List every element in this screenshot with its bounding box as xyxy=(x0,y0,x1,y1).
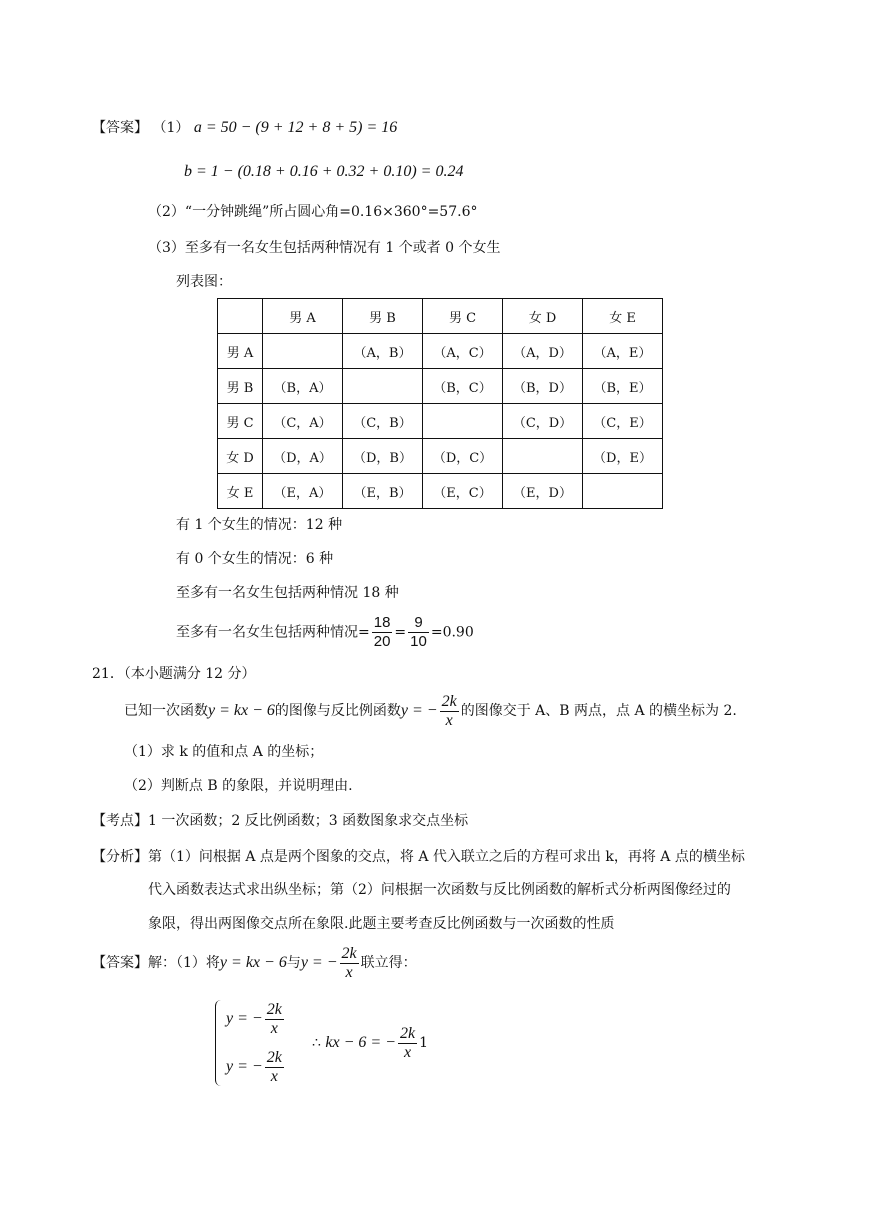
fraction-denominator: x xyxy=(270,1067,278,1085)
table-cell: （B，D） xyxy=(503,369,583,404)
table-cell: （A，E） xyxy=(583,334,663,369)
part-3-text: （3）至多有一名女生包括两种情况有 1 个或者 0 个女生 xyxy=(148,240,501,256)
stem-text: 的图像交于 A、B 两点，点 A 的横坐标为 2. xyxy=(460,703,737,719)
fraction-numerator: 2k xyxy=(266,1048,282,1066)
fraction-2k-x xyxy=(340,945,359,982)
part-2-text: （2）“一分钟跳绳”所占圆心角=0.16×360°=57.6° xyxy=(148,204,478,220)
stem-text: 已知一次函数 xyxy=(124,703,208,719)
table-cell: （A，B） xyxy=(343,334,423,369)
equation-number: 1 xyxy=(419,1035,428,1051)
kaodian-line xyxy=(92,811,468,831)
fraction-denominator: 20 xyxy=(373,633,391,650)
table-header-cell: 男 C xyxy=(423,299,503,334)
table-header-cell xyxy=(218,299,263,334)
answer-tag: 【答案】 xyxy=(92,955,148,971)
table-header-row xyxy=(218,299,663,334)
table-cell: （A，C） xyxy=(423,334,503,369)
table-cell: （D，E） xyxy=(583,439,663,474)
fraction-numerator: 2k xyxy=(266,1000,282,1018)
fraction-denominator: x xyxy=(403,1043,412,1061)
part-1-label: （1） xyxy=(152,120,190,136)
fraction-9-10 xyxy=(408,614,429,651)
table-cell: 女 D xyxy=(218,439,263,474)
fraction-2k-x xyxy=(440,693,459,730)
table-cell: （E，A） xyxy=(263,474,343,509)
fraction-2k-x xyxy=(265,1001,284,1038)
result-equation xyxy=(312,1024,428,1062)
table-cell: （B，A） xyxy=(263,369,343,404)
fraction-denominator: 10 xyxy=(410,633,427,650)
table-row xyxy=(218,474,663,509)
fraction-numerator: 2k xyxy=(341,944,357,962)
table-cell xyxy=(343,369,423,404)
table-cell: （C，A） xyxy=(263,404,343,439)
fraction-denominator: x xyxy=(445,711,453,729)
table-cell: （E，B） xyxy=(343,474,423,509)
fenxi-text: 第（1）问根据 A 点是两个图象的交点，将 A 代入联立之后的方程可求出 k，再将 A 点的横坐标 xyxy=(148,849,745,865)
answer-text: 解：（1）将 xyxy=(148,955,220,971)
answer-text: 联立得： xyxy=(360,955,417,971)
system-equation-2 xyxy=(226,1048,286,1086)
fenxi-line-3: 象限，得出两图像交点所在象限.此题主要考查反比例函数与一次函数的性质 xyxy=(148,916,615,932)
table-cell xyxy=(583,474,663,509)
table-cell: （D，C） xyxy=(423,439,503,474)
system-brace xyxy=(215,1000,224,1086)
table-cell xyxy=(423,404,503,439)
fenxi-line-2: 代入函数表达式求出纵坐标；第（2）问根据一次函数与反比例函数的解析式分析两图像经过的 xyxy=(148,882,731,898)
table-row xyxy=(218,439,663,474)
fraction-denominator: x xyxy=(270,1019,278,1037)
kaodian-text: 1 一次函数；2 反比例函数；3 函数图象求交点坐标 xyxy=(148,813,469,829)
table-cell: （E，D） xyxy=(503,474,583,509)
table-cell: （C，B） xyxy=(343,404,423,439)
equation-b: b = 1 − (0.18 + 0.16 + 0.32 + 0.10) = 0.24 xyxy=(184,163,464,180)
fraction-denominator: x xyxy=(345,963,353,981)
equation-a: a = 50 − (9 + 12 + 8 + 5) = 16 xyxy=(193,119,398,136)
system-equation-1 xyxy=(226,1000,286,1038)
table-cell: （D，A） xyxy=(263,439,343,474)
table-row xyxy=(218,334,663,369)
sub-question-1: （1）求 k 的值和点 A 的坐标； xyxy=(124,744,324,760)
sub-question-2: （2）判断点 B 的象限，并说明理由. xyxy=(124,778,353,794)
answer-text: 与 xyxy=(286,955,301,971)
fenxi-line-1 xyxy=(92,847,745,867)
fraction-numerator: 9 xyxy=(408,614,429,633)
fraction-numerator: 18 xyxy=(373,614,391,631)
table-caption: 列表图： xyxy=(176,274,232,290)
table-row xyxy=(218,404,663,439)
question-21-stem xyxy=(124,692,737,730)
table-cell: 男 B xyxy=(218,369,263,404)
table-cell: （D，B） xyxy=(343,439,423,474)
question-21-number: 21．（本小题满分 12 分） xyxy=(92,666,256,682)
probability-result: =0.90 xyxy=(430,624,474,641)
table-header-cell: 男 B xyxy=(343,299,423,334)
answer-line-1 xyxy=(92,118,397,138)
equals-sign: = xyxy=(394,624,407,641)
table-header-cell: 女 E xyxy=(583,299,663,334)
equation-lhs: y = − xyxy=(226,1058,263,1075)
table-cell: 男 C xyxy=(218,404,263,439)
table-cell xyxy=(263,334,343,369)
equation-lhs: kx − 6 = − xyxy=(325,1034,396,1051)
pairing-table xyxy=(217,298,663,509)
table-cell: 女 E xyxy=(218,474,263,509)
fraction-2k-x xyxy=(265,1049,284,1086)
table-cell: （C，D） xyxy=(503,404,583,439)
table-header-cell: 女 D xyxy=(503,299,583,334)
inverse-function-lhs: y = − xyxy=(400,702,438,719)
table-row xyxy=(218,369,663,404)
result-line-4 xyxy=(176,614,474,651)
table-cell: （B，C） xyxy=(423,369,503,404)
table-cell: 男 A xyxy=(218,334,263,369)
probability-prefix: 至多有一名女生包括两种情况= xyxy=(176,624,370,641)
answer-tag: 【答案】 xyxy=(92,120,148,136)
table-cell xyxy=(503,439,583,474)
table-header-cell: 男 A xyxy=(263,299,343,334)
result-line-2: 有 0 个女生的情况：6 种 xyxy=(176,551,334,567)
result-line-1: 有 1 个女生的情况：12 种 xyxy=(176,517,343,533)
table-cell: （B，E） xyxy=(583,369,663,404)
fraction-numerator: 2k xyxy=(441,692,457,710)
fraction-numerator: 2k xyxy=(399,1024,416,1042)
inverse-function-lhs: y = − xyxy=(300,954,338,971)
therefore-symbol: ∴ xyxy=(312,1035,321,1051)
fraction-2k-x xyxy=(398,1025,417,1062)
fenxi-tag: 【分析】 xyxy=(92,849,148,865)
answer-21-line xyxy=(92,944,417,982)
table-cell: （A，D） xyxy=(503,334,583,369)
linear-function: y = kx − 6 xyxy=(219,954,287,971)
table-cell: （E，C） xyxy=(423,474,503,509)
fraction-18-20 xyxy=(372,614,393,651)
table-cell: （C，E） xyxy=(583,404,663,439)
result-line-3: 至多有一名女生包括两种情况 18 种 xyxy=(176,585,399,601)
equation-lhs: y = − xyxy=(226,1010,263,1027)
stem-text: 的图像与反比例函数 xyxy=(274,703,401,719)
linear-function: y = kx − 6 xyxy=(208,702,275,719)
kaodian-tag: 【考点】 xyxy=(92,813,148,829)
